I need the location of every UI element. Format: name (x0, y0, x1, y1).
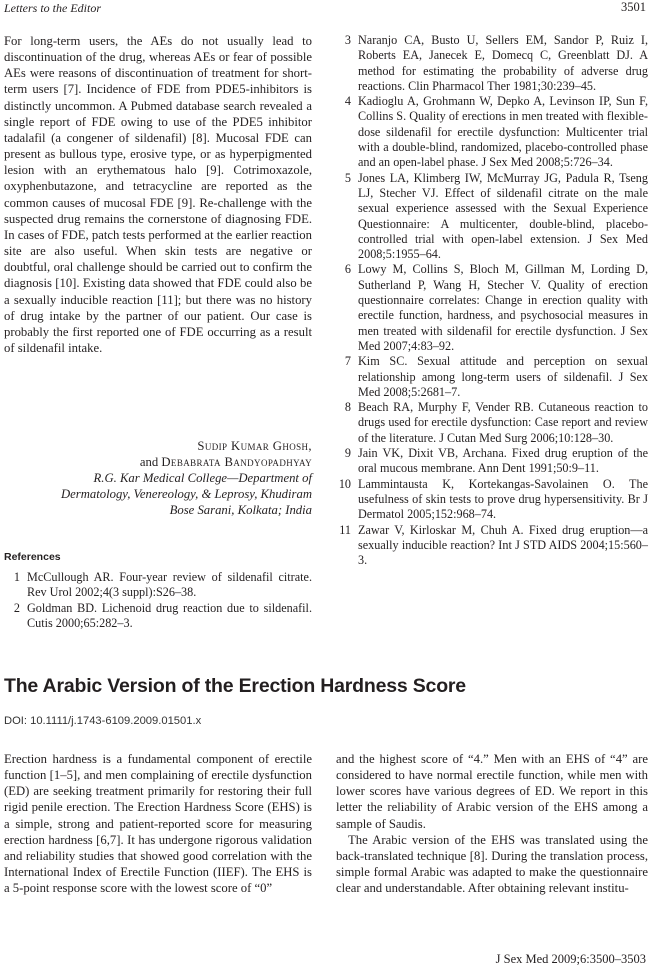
reference-text: Naranjo CA, Busto U, Sellers EM, Sandor P, Ruiz I, Roberts EA, Janecek E, Domecq C, Greenblatt DJ. A method for estimating the probability of adverse drug reactions. Clin Pharmacol Ther 1981;30:239–45. (358, 33, 648, 93)
affiliation-line: Bose Sarani, Kolkata; India (169, 503, 312, 517)
article-paragraph: The Arabic version of the EHS was translated using the back-translated technique [8]. During the translation process, simple formal Arabic was adapted to make the questionnaire clear and understandable. After obtaining relevant institu- (336, 832, 648, 896)
reference-number: 8 (344, 400, 351, 415)
article-body-right (336, 751, 648, 896)
reference-number: 3 (344, 33, 351, 47)
reference-text: Kadioglu A, Grohmann W, Depko A, Levinson IP, Sun F, Collins S. Quality of erections in men treated with flexible-dose sildenafil for erectile dysfunction: Multicenter trial with a double-blind, randomized, placebo-controlled phase and an open-label phase. J Sex Med 2008;5:726–34. (358, 94, 648, 170)
reference-item (4, 570, 312, 601)
author-name: Debabrata Bandyopadhyay (161, 455, 312, 469)
reference-item (335, 477, 648, 523)
reference-list-left (4, 570, 312, 631)
article-doi: DOI: 10.1111/j.1743-6109.2009.01501.x (4, 715, 202, 727)
affiliation-line: R.G. Kar Medical College—Department of (93, 471, 312, 485)
author-signature (12, 438, 312, 518)
reference-text: Jones LA, Klimberg IW, McMurray JG, Padula R, Tseng LJ, Stecher VJ. Effect of sildenafil citrate on the male sexual experience assessed with the Sexual Experience Questionnaire: A multicenter, double-blind, placebo-controlled trial with open-label extension. J Sex Med 2008;5:1955–64. (358, 170, 648, 262)
reference-item (335, 94, 648, 170)
reference-item (335, 171, 648, 263)
article-paragraph: and the highest score of “4.” Men with an EHS of “4” are considered to have normal erectile function, while men with lower scores have various degrees of ED. We report in this letter the reliability of Arabic version of the EHS among a sample of Saudis. (336, 752, 648, 831)
reference-item (335, 400, 648, 446)
reference-text: Zawar V, Kirloskar M, Chuh A. Fixed drug eruption—a sexually inducible reaction? Int J STD AIDS 2004;15:560–3. (358, 522, 648, 568)
article-title: The Arabic Version of the Erection Hardness Score (4, 675, 466, 697)
reference-list-right (335, 33, 648, 568)
reference-item (335, 354, 648, 400)
affiliation-line: Dermatology, Venereology, & Leprosy, Khudiram (60, 487, 312, 501)
reference-item (335, 262, 648, 354)
reference-number: 1 (13, 570, 20, 584)
reference-text: Beach RA, Murphy F, Vender RB. Cutaneous reaction to drugs used for erectile dysfunction: Case report and review of the literature. J Cutan Med Surg 2006;10:128–30. (358, 400, 648, 445)
journal-citation: J Sex Med 2009;6:3500–3503 (495, 952, 646, 966)
reference-text: Jain VK, Dixit VB, Archana. Fixed drug eruption of the oral mucous membrane. Ann Dent 1991;50:9–11. (358, 446, 648, 476)
section-title: Letters to the Editor (4, 1, 101, 15)
author-conjunction: and (139, 455, 159, 469)
reference-number: 5 (344, 170, 351, 185)
letter-body-column (4, 33, 312, 356)
reference-text: Lammintausta K, Kortekangas-Savolainen O. The usefulness of skin tests to prove drug hypersensitivity. Br J Dermatol 2005;152:968–74. (358, 476, 648, 522)
reference-text: Kim SC. Sexual attitude and perception on sexual relationship among long-term users of sildenafil. J Sex Med 2008;5:2681–7. (358, 354, 648, 399)
author-name: Sudip Kumar Ghosh, (197, 439, 312, 453)
reference-number: 2 (13, 600, 20, 615)
reference-number: 10 (338, 476, 351, 491)
reference-item (4, 601, 312, 632)
author-line-2 (12, 454, 312, 470)
page-number: 3501 (621, 0, 646, 14)
reference-text: Goldman BD. Lichenoid drug reaction due to sildenafil. Cutis 2000;65:282–3. (27, 600, 312, 630)
reference-number: 4 (344, 94, 351, 109)
author-line-1 (12, 438, 312, 454)
running-header (0, 0, 650, 18)
reference-item (335, 446, 648, 477)
reference-number: 6 (344, 262, 351, 277)
reference-number: 7 (344, 354, 351, 369)
article-body-left (4, 751, 312, 896)
reference-text: McCullough AR. Four-year review of sildenafil citrate. Rev Urol 2002;4(3 suppl):S26–38. (27, 570, 312, 600)
reference-item (335, 33, 648, 94)
reference-number: 11 (339, 522, 351, 537)
reference-number: 9 (344, 446, 351, 461)
article-paragraph: Erection hardness is a fundamental component of erectile function [1–5], and men complaining of erectile dysfunction (ED) are seeking treatment primarily for restoring their full rigid penile erection. The Erection Hardness Score (EHS) is a simple, strong and patient-reported score for measuring erection hardness [6,7]. It has undergone rigorous validation and reliability studies that showed good correlation with the International Index of Erectile Function (IIEF). The EHS is a 5-point response score with the lowest score of “0” (4, 752, 312, 896)
letter-paragraph: For long-term users, the AEs do not usually lead to discontinuation of the drug, whereas AEs or fear of possible AEs were reasons of discontinuation of treatment for short-term users [7]. Incidence of FDE from PDE5-inhibitors is distinctly uncommon. A Pubmed database search revealed a single report of FDE owing to use of the PDE5 inhibitor tadalafil (a congener of sildenafil) [8]. Mucosal FDE can present as bullous type, erosive type, or as hyperpigmented lesion with an erythematous halo [9]. Cotrimoxazole, oxyphenbutazone, and tetracycline are reported as the common causes of mucosal FDE [9]. Re-challenge with the suspected drug remains the cornerstone of diagnosing FDE. In cases of FDE, patch tests performed at the earlier reaction site are also useful. When skin tests are negative or doubtful, oral challenge should be carried out to confirm the diagnosis [10]. Existing data showed that FDE could also be a sexually inducible reaction [11]; but there was no history of drug intake by the partner of our patient. Our case is probably the first reported one of FDE occurring as a result of sildenafil intake. (4, 34, 312, 355)
reference-text: Lowy M, Collins S, Bloch M, Gillman M, Lording D, Sutherland P, Wang H, Stecher V. Quality of erection questionnaire correlates: Change in erection quality with erectile function, hardness, and psychosocial measures in men treated with sildenafil for erectile dysfunction. J Sex Med 2007;4:83–92. (358, 262, 648, 353)
references-heading: References (4, 551, 61, 563)
reference-item (335, 523, 648, 569)
